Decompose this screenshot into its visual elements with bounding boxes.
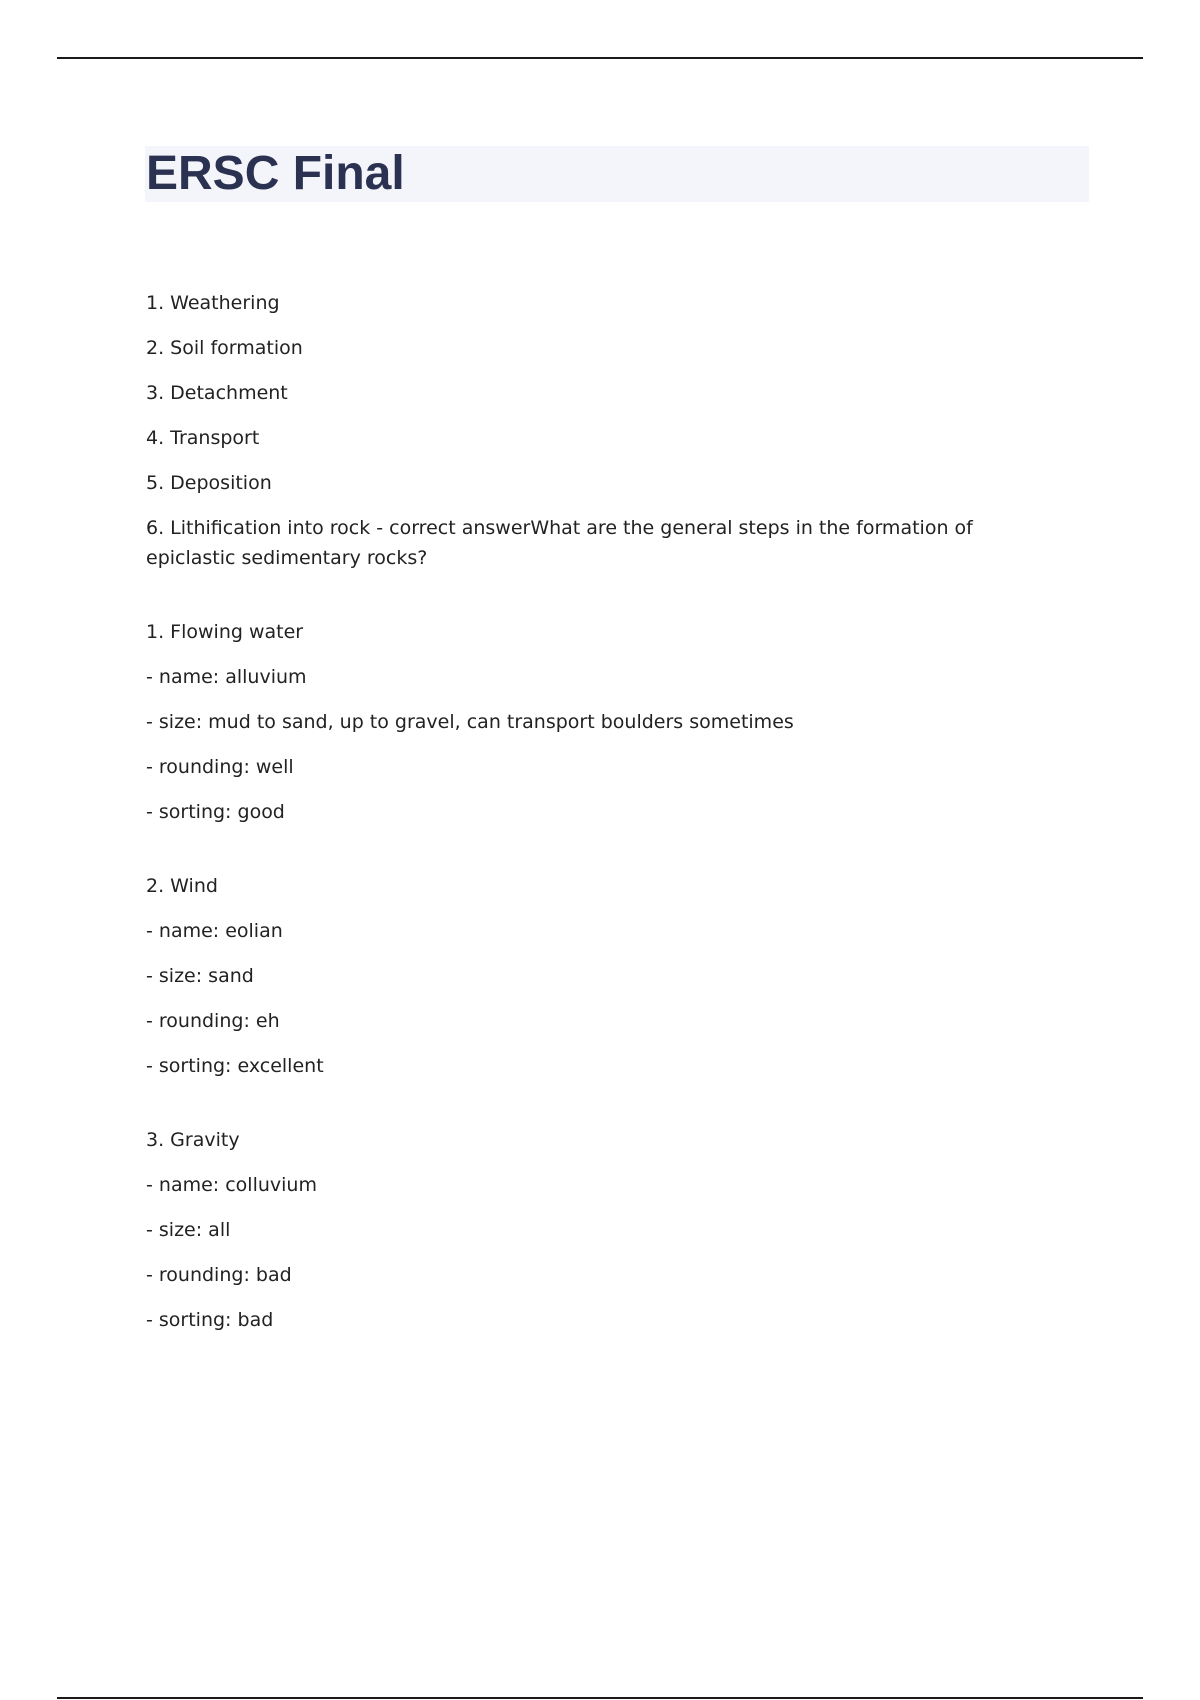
footer-rule <box>57 1697 1143 1699</box>
list-item: 3. Gravity <box>146 1129 240 1151</box>
list-item: - name: colluvium <box>146 1174 317 1196</box>
list-item: - rounding: eh <box>146 1010 280 1032</box>
list-item: - sorting: bad <box>146 1309 274 1331</box>
list-item: - name: eolian <box>146 920 283 942</box>
list-item: - size: sand <box>146 965 254 987</box>
document-title: ERSC Final <box>146 147 405 200</box>
document-body <box>146 288 1046 1335</box>
answer-block-steps <box>146 288 1046 573</box>
list-item: - rounding: well <box>146 756 294 778</box>
list-item: - size: all <box>146 1219 231 1241</box>
list-item: - name: alluvium <box>146 666 307 688</box>
list-item-question: 6. Lithification into rock - correct answerWhat are the general steps in the formation of epiclastic sedimentary rocks? <box>146 517 973 569</box>
list-item: 5. Deposition <box>146 472 272 494</box>
answer-block-flowing-water <box>146 617 1046 827</box>
answer-block-wind <box>146 871 1046 1081</box>
list-item: - size: mud to sand, up to gravel, can transport boulders sometimes <box>146 711 794 733</box>
header-rule <box>57 57 1143 59</box>
list-item: 2. Wind <box>146 875 218 897</box>
list-item: - sorting: excellent <box>146 1055 324 1077</box>
list-item: 1. Weathering <box>146 292 280 314</box>
list-item: - rounding: bad <box>146 1264 292 1286</box>
list-item: 2. Soil formation <box>146 337 303 359</box>
list-item: - sorting: good <box>146 801 285 823</box>
list-item: 3. Detachment <box>146 382 288 404</box>
list-item: 1. Flowing water <box>146 621 304 643</box>
answer-block-gravity <box>146 1125 1046 1335</box>
list-item: 4. Transport <box>146 427 260 449</box>
